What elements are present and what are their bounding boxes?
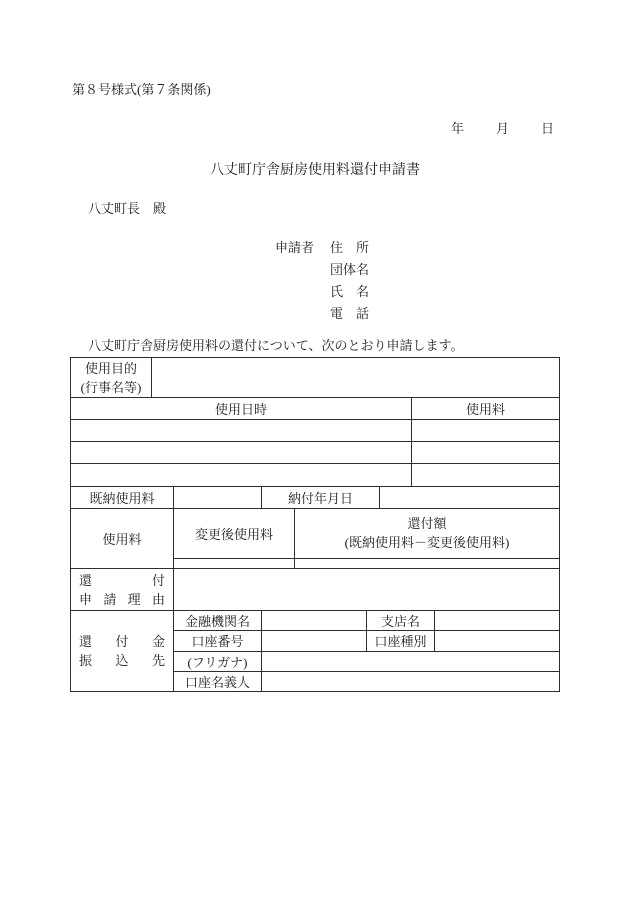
applicant-block [275,237,369,325]
usage-fee-cell [411,442,559,463]
branch-value-cell [434,611,559,630]
furigana-label: (フリガナ) [173,652,261,671]
transfer-block-right [173,611,559,691]
refund-amount-line1: 還付額 [407,516,447,532]
transfer-label [71,611,173,691]
bank-name-row [173,611,559,630]
applicant-field-name: 氏 名 [330,284,370,299]
transfer-label-line1: 還付金 [79,634,165,649]
purpose-value-cell [151,358,559,397]
applicant-field-organization: 団体名 [330,262,370,277]
refund-reason-line2: 申請理由 [79,591,165,607]
transfer-label-line2: 振込先 [79,653,165,668]
refund-reason-row [71,568,559,610]
application-table [70,357,560,692]
paid-fee-row [71,486,559,508]
account-holder-value-cell [261,672,559,691]
refund-reason-value-cell [173,569,559,610]
purpose-label-line2: (行事名等) [80,379,142,395]
form-number: 第８号様式(第７条関係) [72,82,211,97]
refund-reason-label [71,569,173,610]
paid-fee-value-cell [173,487,261,508]
usage-row [71,463,559,486]
addressee: 八丈町長 殿 [88,201,167,216]
transfer-block-row [71,610,559,691]
account-number-value-cell [261,631,366,650]
usage-datetime-cell [71,464,411,486]
usage-datetime-cell [71,420,411,441]
branch-label: 支店名 [366,611,434,630]
purpose-label [71,358,151,397]
fee-block-row [71,508,559,568]
paid-fee-label: 既納使用料 [89,491,155,506]
furigana-row [173,651,559,671]
fee-block-right [173,509,559,568]
bank-name-value-cell [261,611,366,630]
purpose-label-line1: 使用目的 [84,360,137,376]
account-type-value-cell [434,631,559,650]
payment-date-label: 納付年月日 [261,487,379,508]
account-holder-label: 口座名義人 [173,672,261,691]
fee-block-value-row [173,558,559,569]
changed-fee-label: 変更後使用料 [173,509,294,558]
usage-datetime-header: 使用日時 [214,402,267,417]
intro-sentence: 八丈町庁舎厨房使用料の還付について、次のとおり申請します。 [88,338,464,353]
date-line: 年 月 日 [450,121,556,136]
usage-header-row [71,397,559,419]
account-type-label: 口座種別 [366,631,434,650]
applicant-label: 申請者 [275,240,315,255]
account-number-row [173,630,559,650]
account-holder-row [173,671,559,691]
usage-row [71,419,559,441]
refund-amount-line2: (既納使用料－変更後使用料) [344,535,510,551]
refund-amount-value-cell [294,559,559,569]
applicant-field-phone: 電 話 [330,306,370,321]
refund-reason-line1: 還付 [79,572,165,588]
account-number-label: 口座番号 [173,631,261,650]
changed-fee-value-cell [173,559,294,569]
usage-datetime-cell [71,442,411,463]
usage-row [71,441,559,463]
payment-date-value-cell [379,487,559,508]
bank-name-label: 金融機関名 [173,611,261,630]
fee-label: 使用料 [102,532,142,547]
applicant-field-address: 住 所 [330,240,370,255]
usage-fee-cell [411,464,559,486]
page-title: 八丈町庁舎厨房使用料還付申請書 [210,163,420,178]
fee-block-header-row [173,509,559,558]
usage-fee-cell [411,420,559,441]
purpose-row [71,358,559,397]
refund-amount-label [294,509,559,558]
usage-fee-header: 使用料 [411,398,559,419]
furigana-value-cell [261,652,559,671]
